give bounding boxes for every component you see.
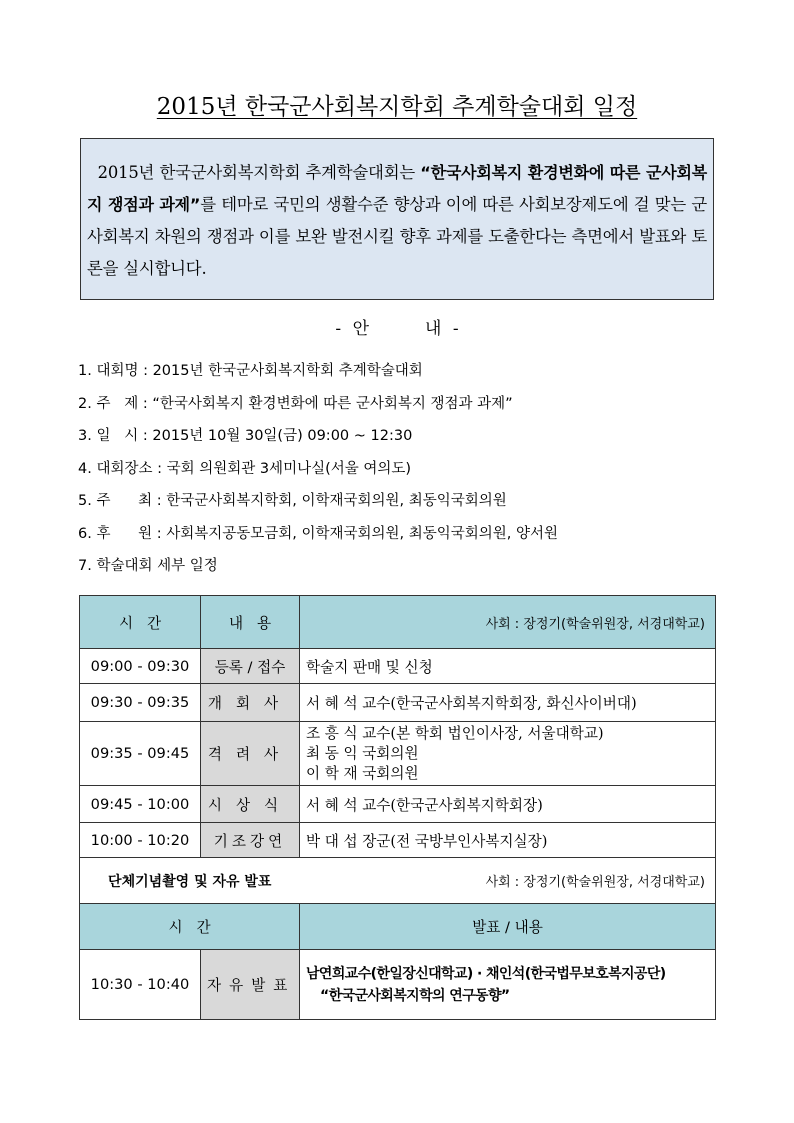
row-category: 등록 / 접수	[201, 649, 300, 684]
header-time: 시 간	[80, 596, 201, 649]
info-item-host: 5. 주 최 : 한국군사회복지학회, 이학재국회의원, 최동익국회의원	[78, 493, 507, 509]
row-category: 기조강연	[201, 823, 300, 858]
row-content-line: 이 학 재 국회의원	[306, 764, 419, 782]
row-time: 09:00 - 09:30	[80, 649, 201, 684]
info-list	[78, 360, 558, 588]
row-content: 박 대 섭 장군(전 국방부인사복지실장)	[300, 823, 716, 858]
intro-text-1: 2015년 한국군사회복지학회 추계학술대회는	[97, 163, 421, 182]
row-time: 10:30 - 10:40	[80, 950, 201, 1020]
header2-content: 발표 / 내용	[300, 904, 716, 950]
row-category: 격려사	[201, 722, 300, 786]
row-content-line: 최 동 익 국회의원	[306, 744, 419, 762]
row-content: 학술지 판매 및 신청	[300, 649, 716, 684]
session-title: 단체기념촬영 및 자유 발표	[80, 858, 300, 904]
session-row	[80, 858, 716, 904]
intro-text-2: 를 테마로 국민의 생활수준 향상과 이에 따른 사회보장제도에 걸 맞는 군사회복지 차원의 쟁점과 이를 보완 발전시킬 향후 과제를 도출한다는 측면에서 발표와 토론을 실시합니다.	[87, 195, 707, 278]
table-row	[80, 722, 716, 786]
schedule-header-row-2	[80, 904, 716, 950]
row-content	[300, 722, 716, 786]
page-title	[0, 88, 794, 121]
row-category: 자유발표	[201, 950, 300, 1020]
info-item-theme: 2. 주 제 : “한국사회복지 환경변화에 따른 군사회복지 쟁점과 과제”	[78, 395, 513, 412]
row-category: 개회사	[201, 684, 300, 722]
session-host: 사회 : 장정기(학술위원장, 서경대학교)	[300, 858, 716, 904]
row-time: 09:35 - 09:45	[80, 722, 201, 786]
presenters: 남연희교수(한일장신대학교) · 채인석(한국법무보호복지공단)	[306, 965, 666, 982]
table-row	[80, 823, 716, 858]
guide-left: - 안	[335, 319, 369, 339]
row-content-line: 조 흥 식 교수(본 학회 법인이사장, 서울대학교)	[306, 724, 604, 742]
row-content	[300, 950, 716, 1020]
guide-right: 내 -	[425, 319, 459, 339]
page-title-text: 2015년 한국군사회복지학회 추계학술대회 일정	[156, 94, 638, 120]
row-content: 서 혜 석 교수(한국군사회복지학회장)	[300, 786, 716, 823]
info-item-date: 3. 일 시 : 2015년 10월 30일(금) 09:00 ~ 12:30	[78, 428, 413, 444]
header-host: 사회 : 장정기(학술위원장, 서경대학교)	[300, 596, 716, 649]
row-time: 09:30 - 09:35	[80, 684, 201, 722]
info-item-name: 1. 대회명 : 2015년 한국군사회복지학회 추계학술대회	[78, 363, 423, 379]
row-category: 시상식	[201, 786, 300, 823]
table-row	[80, 786, 716, 823]
schedule-table	[79, 595, 716, 1020]
header-category: 내 용	[201, 596, 300, 649]
table-row	[80, 649, 716, 684]
intro-theme: “한국사회복지 환경변화에 따른 군사회복지 쟁점과 과제”	[87, 163, 707, 214]
schedule-header-row	[80, 596, 716, 649]
row-content: 서 혜 석 교수(한국군사회복지학회장, 화신사이버대)	[300, 684, 716, 722]
header2-time: 시 간	[80, 904, 300, 950]
info-item-schedule: 7. 학술대회 세부 일정	[78, 558, 218, 574]
guide-heading	[0, 314, 794, 339]
table-row	[80, 684, 716, 722]
row-time: 10:00 - 10:20	[80, 823, 201, 858]
info-item-venue: 4. 대회장소 : 국회 의원회관 3세미나실(서울 여의도)	[78, 460, 412, 477]
intro-box	[80, 138, 714, 300]
presentation-topic: “한국군사회복지학의 연구동향”	[320, 987, 510, 1004]
row-time: 09:45 - 10:00	[80, 786, 201, 823]
info-item-sponsor: 6. 후 원 : 사회복지공동모금회, 이학재국회의원, 최동익국회의원, 양서원	[78, 525, 559, 542]
table-row	[80, 950, 716, 1020]
